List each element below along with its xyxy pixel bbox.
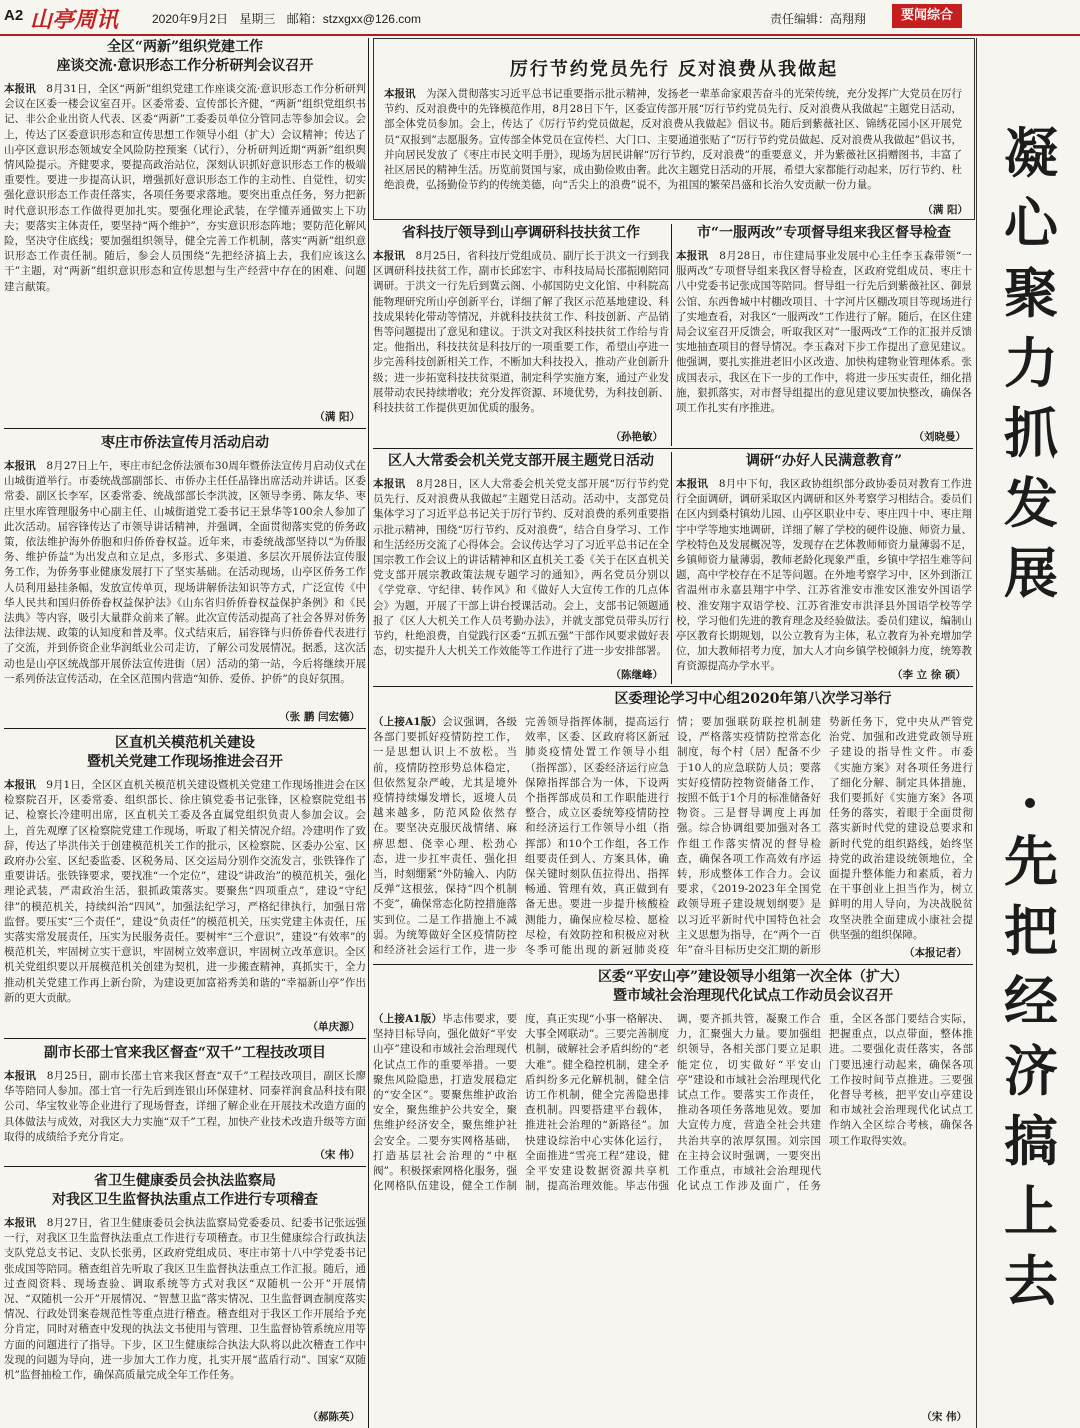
article-body xyxy=(4,82,366,295)
article-text: 8月25日，副市长邵士官来我区督查“双千”工程技改项目，副区长廖华等陪同人参加。邵士官一行先后到连银山环保建材、同泰祥润食品科技有限公司、华宝牧业等企业进行了现场督查，详细了解企业在开展技术改造方面的具体做法与成效，对我区大力实施“双千”工程，加快产业技术改造升级等方面取得的成绩给予充分肯定。 xyxy=(4,1070,366,1143)
lead-tag: 本报讯 xyxy=(384,88,416,100)
headline: 区委理论学习中心组2020年第八次学习举行 xyxy=(614,691,892,707)
article-text: 为深入贯彻落实习近平总书记重要指示批示精神，发扬老一辈革命家艰苦奋斗的光荣传统，充分发挥广大党员在厉行节约、反对浪费中的先锋模范作用，8月28日下午，区委宣传部开展“厉行节约党员先行、反对浪费从我做起”主题党日活动，部全体党员参加。会上，传达了《厉行节约党员做起，反对浪费从我做起》倡议书。随后到紫薇社区、锦绣花园小区开展党员“双报到”志愿服务。宣传部全体党员在宣传栏、大门口、主要通道张贴了“厉行节约党员做起、反对浪费从我做起”倡议书，并向居民发放了《枣庄市民文明手册》，现场为居民讲解“厉行节约，反对浪费”的重要意义，并为紫薇社区捐赠图书，丰富了社区居民的精神生活。历览前贤国与家，成由勤俭败由奢。此次主题党日活动的开展，希望大家都能行动起来，厉行节约、杜绝浪费，弘扬勤俭节约的传统美德，向“舌尖上的浪费”说不，为祖国的繁荣昌盛和长治久安贡献一份力量。 xyxy=(384,88,962,192)
byline: （陈继峰） xyxy=(610,669,663,681)
byline: （张 鹏 闫宏德） xyxy=(279,711,360,723)
divider xyxy=(4,1038,366,1039)
article-shuangqian xyxy=(4,1044,366,1164)
slogan-separator xyxy=(1025,798,1035,808)
headline: 全区“两新”组织党建工作 xyxy=(106,39,264,55)
article-text: 8月28日，市住建局事业发展中心主任李玉森带领“一服两改”专项督导组来我区督导检查，区政府党组成员、枣庄十八中党委书记张成国等陪同。督导组一行先后到紫薇社区、御景公馆、东西鲁城中村棚改项目、十字河片区棚改项目等现场进行了实地查看，对我区“一服两改”工作进行了解。随后，在区住建局会议室召开反馈会，听取我区对“一服两改”工作的汇报并反馈实地抽查项目的督导情况。李玉森对下步工作提出了意见建议。他强调，要扎实推进老旧小区改造、加快构建物业管理体系。张成国表示，我区在下一步的工作中，将进一步压实责任，细化措施，狠抓落实，对市督导组提出的意见建议要加快整改，确保各项工作扎实有序推进。 xyxy=(676,250,972,415)
byline: （刘晓曼） xyxy=(913,431,966,443)
lead-tag: 本报讯 xyxy=(4,83,36,95)
headline: 区直机关模范机关建设 xyxy=(115,735,255,751)
lead-tag: 本报讯 xyxy=(4,1070,37,1082)
lead-tag: 本报讯 xyxy=(373,478,406,490)
article-text: 8月27日上午，枣庄市纪念侨法颁布30周年暨侨法宣传月启动仪式在山城街道举行。市委统战部副部长、市侨办主任任晶锋出席活动并讲话。区委常委、副区长李军，区委常委、统战部部长李洪波，区领导李勇、陈友华、枣庄里水库管理服务中心副主任、山城街道党工委书记王景华等100余人参加了此次活动。届容锋传达了市领导讲话精神，并强调，全面贯彻落实党的侨务政策，依法维护海外侨胞和归侨侨眷权益。近年来，市委统战部坚持以“为侨服务、维护侨益”为出发点和立足点，多形式、多渠道、多层次开展侨法宣传服务工作，为侨务事业健康发展打下了坚实基础。在活动现场，山亭区侨务工作人员利用悬挂条幅，发放宣传单页，现场讲解侨法知识等方式，广泛宣传《中华人民共和国归侨侨眷权益保护法》《山东省归侨侨眷权益保护条例》和《民法典》等内容，吸引大量群众前来了解。此次宣传活动提高了社会各界对侨务法律法规、政策的认知度和普及率。仪式结束后，届容锋与归侨侨眷代表进行了交流，并到侨资企业华润纸业公司走访，了解公司发展情况。据悉，这次活动也是山亭区统战部开展侨法宣传进街（居）活动的第一站，今后将继续开展一系列侨法宣传活动，在全区范围内营造“知侨、爱侨、护侨”的良好氛围。 xyxy=(4,460,366,685)
article-body xyxy=(373,715,973,958)
divider xyxy=(4,728,366,729)
article-text: 毕志伟要求，要坚持目标导向，强化做好“平安山亭”建设和市域社会治理现代化试点工作的重要举措。一要聚焦风险隐患，打造发展稳定的“安全区”。要聚焦维护政治安全，聚焦维护公共安全，聚焦维护经济安全，聚焦维护社会安全。二要夯实网格基础，打造基层社会治理的“中枢阀”。积极探索网格化服务，强化网格队伍建设，健全工作制度，真正实现“小事一格解决、大事全网联动”。三要完善制度机制，破解社会矛盾纠纷的“老大难”。健全稳控机制，建全矛盾纠纷多元化解机制，健全信访工作机制，健全完善隐患排查机制。四要搭建平台载体，推进社会治理的“新路径”。加快建设综治中心实体化运行，全面推进“雪亮工程”建设，健全平安建设数据资源共享机制，提高治理效能。毕志伟强调，要齐抓共管，凝聚工作合力，汇聚强大力量。要加强组织领导，各相关部门要立足职能定位，切实做好“平安山亭”建设和市域社会治理现代化试点工作。要落实工作责任，推动各项任务落地见效。要加大宣传力度，营造全社会共建共治共享的浓厚氛围。刘宗国在主持会议时强调，一要突出工作重点，市域社会治理现代化试点工作涉及面广，任务重，全区各部门要结合实际，把握重点，以点带面，整体推进。二要强化责任落实，各部门要迅速行动起来，确保各项工作按时间节点推进。三要强化督导考核，把平安山亭建设和市域社会治理现代化试点工作纳入全区综合考核，确保各项工作取得实效。 xyxy=(373,1013,973,1193)
article-pingan xyxy=(373,968,973,1426)
article-body xyxy=(373,1012,973,1194)
headline: 省卫生健康委员会执法监察局 xyxy=(94,1173,276,1189)
issue-weekday: 星期三 xyxy=(239,12,276,26)
masthead xyxy=(0,0,1080,36)
headline: 厉行节约党员先行 反对浪费从我做起 xyxy=(509,59,839,80)
slogan-line-2: 先把经济搞上去 xyxy=(1004,829,1058,1313)
article-body xyxy=(4,778,366,1006)
section-label: 要闻综合 xyxy=(892,4,962,28)
article-overseas xyxy=(4,434,366,726)
divider xyxy=(4,428,366,429)
article-text: 8月28日，区人大常委会机关党支部开展“厉行节约党员先行、反对浪费从我做起”主题党日活动。活动中，支部党员集体学习了习近平总书记关于厉行节约、反对浪费的系列重要指示批示精神，围绕“厉行节约、反对浪费”，结合自身学习、工作和生活经历交流了心得体会。会议传达学习了习近平总书记在全国宗教工作会议上的讲话精神和区直机关工委《关于在区直机关党支部开展宗教政策法规专题学习的通知》，两名党员分别以《学党章、守纪律、转作风》和《做好人大宣传工作的几点体会》为题，开展了干部上讲台授课活动。会上，支部书记领题通报了《区人大机关工作人员考勤办法》，并就支部党员带头厉行节约，杜绝浪费，自觉践行区委“五抓五强”干部作风要求做好表态，切实提升人大机关工作效能等工作进行了进一步安排部署。 xyxy=(373,478,669,658)
headline: 调研“办好人民满意教育” xyxy=(745,453,903,469)
continued-label: （上接A1版） xyxy=(373,716,443,728)
article-body xyxy=(4,1069,366,1145)
headline: 枣庄市侨法宣传月活动启动 xyxy=(101,435,269,451)
headline: 区委“平安山亭”建设领导小组第一次全体（扩大） xyxy=(597,969,909,985)
issue-meta xyxy=(152,10,429,27)
divider xyxy=(4,1166,366,1167)
article-text: 8月27日，省卫生健康委员会执法监察局党委委员、纪委书记张远强一行，对我区卫生监督执法重点工作进行专项稽查。市卫生健康综合行政执法支队党总支书记、支队长张勇，区政府党组成员、枣庄市第十八中学党委书记张成国等陪同。稽查组首先听取了我区卫生监督执法重点工作汇报。随后，通过查阅资料、现场查验、调取系统等方式对我区“双随机一公开”开展情况、“双随机一公开”开展情况、“智慧卫监”落实情况、卫生监督调查制度落实情况、行政处罚案卷规范性等重点进行稽查。稽查组对于我区工作开展给予充分肯定，同时对稽查中发现的执法文书使用与管理、卫生监督协管系统应用等方面的问题进行了指导。下步，区卫生健康综合执法大队将以此次稽查工作中发现的问题为导向，进一步加大工作力度，扎实开展“蓝盾行动”、国家“双随机”监督抽检工作，确保高质量完成全年工作任务。 xyxy=(4,1217,366,1382)
headline: 副市长邵士官来我区督查“双千”工程技改项目 xyxy=(43,1045,327,1061)
lead-tag: 本报讯 xyxy=(4,779,36,791)
subheadline: 暨市域社会治理现代化试点工作动员会议召开 xyxy=(613,988,893,1004)
column-rule xyxy=(671,452,672,684)
vertical-slogan-banner xyxy=(976,38,1080,1428)
column-rule xyxy=(671,224,672,446)
subheadline: 座谈交流·意识形态工作分析研判会议召开 xyxy=(56,58,314,74)
article-lianghxin xyxy=(4,38,366,426)
article-theory xyxy=(373,690,973,962)
headline: 省科技厅领导到山亭调研科技扶贫工作 xyxy=(402,225,640,241)
article-body xyxy=(373,249,669,416)
article-text: 8月31日，全区“两新”组织党建工作座谈交流·意识形态工作分析研判会议在区委一楼会议室召开。区委常委、宣传部长齐健，“两新”组织党组织书记、非公企业出资人代表、区委“两新”工委委员单位分管同志等参加会议。会上，传达了区委意识形态和宣传思想工作领导小组（扩大）会议精神；传达了山亭区意识形态领域安全风险防控预案（试行），分析研判近期“两新”组织舆情风险提示。齐健要求，要提高政治站位，深刻认识抓好意识形态工作的极端重要性。要进一步提高认识，增强抓好意识形态工作的主动性、自觉性，切实强化意识形态工作责任落实，各项任务要求落地。要突出重点任务，努力把新时代意识形态工作做得更加扎实。要强化理论武装，在学懂弄通做实上下功夫；要落实主体责任，要坚持“两个维护”，夯实意识形态阵地；要防范化解风险，坚决守住底线；要加强组织领导，健全完善工作机制，落实“两新”组织意识形态工作责任制。随后，参会人员围绕“先把经济搞上去，我们应该这么干”主题，对“两新”组织意识形态和宣传思想与生产经营中存在的困难、问题建言献策。 xyxy=(4,83,366,293)
paper-logo: 山亭周讯 xyxy=(30,7,119,33)
lead-tag: 本报讯 xyxy=(4,1217,37,1229)
column-rule xyxy=(368,38,369,1428)
byline: （本报记者） xyxy=(904,947,967,959)
byline: （宋 伟） xyxy=(921,1411,967,1423)
lead-tag: 本报讯 xyxy=(4,460,36,472)
article-tech xyxy=(373,224,669,446)
article-text: 9月1日，全区区直机关模范机关建设暨机关党建工作现场推进会在区检察院召开，区委常委、组织部长、徐庄镇党委书记张锋，区检察院党组书记、检察长冷建明出席，区直机关工委及各直属党组织负责人参加会议。会上，首先观摩了区检察院党建工作现场，听取了相关情况介绍。冷建明作了致辞，传达了毕洪伟关于创建模范机关工作的批示，区检察院、区委办公室、区政府办公室、区纪委监委、区税务局、区交运局分别作交流发言，张铁锋作了重要讲话。张铁锋要求，要找准“一个定位”，建设“讲政治”的模范机关，强化理论武装，严肃政治生活，狠抓政策落实。要聚焦“四项重点”，建设“守纪律”的模范机关，持续纠治“四风”，加强法纪学习，严格纪律执行，加强日常监督。要压实“三个责任”，建设“负责任”的模范机关，压实党建主体责任，压实落实常发展责任，压实为民服务责任。要树牢“三个意识”，建设“有效率”的模范机关，牢固树立实干意识，牢固树立效率意识，牢固树立改革意识。全区机关党组织要以开展模范机关创建为契机，进一步搬查精神，真抓实干，全力推动机关党建工作再上新台阶，为建设更加富裕秀美和谐的“幸福新山亭”作出新的更大贡献。 xyxy=(4,779,366,1004)
byline: （孙艳敏） xyxy=(610,431,663,443)
divider xyxy=(373,964,973,965)
article-npc xyxy=(373,452,669,684)
article-body xyxy=(4,1216,366,1383)
continued-label: （上接A1版） xyxy=(373,1013,443,1025)
article-body xyxy=(676,249,972,416)
page-number: A2 xyxy=(4,7,24,24)
issue-date: 2020年9月2日 xyxy=(152,12,229,26)
byline: （郝陈英） xyxy=(307,1411,360,1423)
byline: （单庆源） xyxy=(307,1021,360,1033)
article-inspect xyxy=(676,224,972,446)
divider xyxy=(373,448,973,449)
lead-tag: 本报讯 xyxy=(373,250,405,262)
article-body xyxy=(4,459,366,687)
lead-tag: 本报讯 xyxy=(676,478,709,490)
article-text: 8月中下旬，我区政协组织部分政协委员对教育工作进行全面调研，调研采取区内调研和区外考察学习相结合。委员们在区内到桑村镇幼儿园、山亭区职业中专、枣庄四十中、枣庄翔宇中学等地实地调研，详细了解了学校的硬件设施、师资力量、学校特色及发展概况等，发现存在艺体教师师资力量薄弱不足，乡镇师资力量薄弱，教师老龄化现象严重，乡镇中学招生难等问题，高中学校存在不足等问题。在外地考察学习中，区外到浙江省温州市永嘉县翔宇中学、江苏省淮安市淮安区淮安外国语学校、淮安翔宇双语学校、江苏省淮安市洪泽县外国语学校等学校，学习他们先进的教育理念及经验做法。委员们建议，编制山亭区教育长期规划，以公立教育为主体，私立教育为补充增加学位，加大教师招考力度，加大人才向乡镇学校倾斜力度，统筹教育资源提高办学水平。 xyxy=(676,478,972,673)
article-text: 8月25日，省科技厅党组成员、副厅长于洪文一行到我区调研科技扶贫工作，副市长邱宏宇、市科技局局长邵振刚陪同调研。于洪文一行先后到冀云阁、小郝国防史文化馆、中科院高能物理研究所山亭创新平台，详细了解了我区示范基地建设、科技成果转化带动等情况，并就科技扶贫工作、科技创新、产品销售等问题提出了意见和建议。于洪文对我区科技扶贫工作给与肯定。他指出，科技扶贫是科技厅的一项重要工作，希望山亭进一步完善科技创新相关工作，不断加大科技投入，推动产业创新升级；进一步拓宽科技扶贫渠道，制定科学实施方案，通过产业发展带动农民持续增收；充分发挥资源、环境优势，为科技创新、科技扶贫工作提供更加优质的服务。 xyxy=(373,250,669,415)
divider xyxy=(373,686,973,687)
headline: 区人大常委会机关党支部开展主题党日活动 xyxy=(388,453,654,469)
article-body xyxy=(384,87,962,213)
headline: 市“一服两改”专项督导组来我区督导检查 xyxy=(696,225,952,241)
article-body xyxy=(676,477,972,675)
article-body xyxy=(373,477,669,659)
byline: （满 阳） xyxy=(314,411,360,423)
article-health xyxy=(4,1172,366,1426)
responsible-editor: 责任编辑：高翔翔 xyxy=(770,12,867,26)
slogan-line-1: 凝心聚力抓发展 xyxy=(1004,121,1058,605)
subheadline: 暨机关党建工作现场推进会召开 xyxy=(87,754,283,770)
featured-article-frugal xyxy=(373,38,975,220)
byline: （满 阳） xyxy=(922,204,968,216)
subheadline: 对我区卫生监督执法重点工作进行专项稽查 xyxy=(52,1192,318,1208)
lead-tag: 本报讯 xyxy=(676,250,709,262)
article-survey xyxy=(676,452,972,684)
byline: （李 立 徐 硕） xyxy=(892,669,966,681)
article-model-agency xyxy=(4,734,366,1036)
contact-email: 邮箱：stzxgxx@126.com xyxy=(286,12,421,26)
article-text: 会议强调，各级各部门要抓好疫情防控工作，一是思想认识上不放松。当前，疫情防控形势总体稳定，但依然复杂严峻，尤其是境外疫情持续爆发增长，返境人员越来越多，防范风险依然存在。要坚决克服厌战情绪、麻痹思想、侥幸心理、松劲心态，进一步扛牢责任、强化担当，时刻绷紧“外防输入、内防反弹”这根弦，保持“四个机制不变”，确保常态化防控措施落实到位。二是工作措施上不减弱。为统筹做好全区疫情防控和经济社会运行工作，进一步完善领导指挥体制，提高运行效率，区委、区政府将区新冠肺炎疫情处置工作领导小组（指挥部），区委经济运行应急保障指挥部合为一体，下设两个指挥部成员和工作职能进行整合，成立区委统筹疫情防控和经济运行工作领导小组（指挥部）和10个工作组，各工作组要责任到人、方案具体，确保关键时刻队伍拉得出、指挥畅通、管理有效，真正做到有备无患。要进一步提升核酸检测能力，确保应检尽检、愿检尽检，有效防控和积极应对秋冬季可能出现的新冠肺炎疫情；要加强联防联控机制建设，严格落实疫情防控常态化制度，每个村（居）配备不少于10人的应急联防人员；要落实好疫情防控物资储备工作，按照不低于1个月的标准储备好物资。三是督导调度上再加强。综合协调组要加强对各工作组工作落实情况的督导检查，确保各项工作高效有序运转，形成整体工作合力。会议要求，《2019-2023年全国党政领导班子建设规划纲要》是以习近平新时代中国特色社会主义思想为指导，在“两个一百年”奋斗目标历史交汇期的新形势新任务下，党中央从严管党治党、加强和改进党政领导班子建设的指导性文件。市委《实施方案》对各项任务进行了细化分解、制定具体措施，我们要抓好《实施方案》各项任务的落实，着眼于全面贯彻落实新时代党的建设总要求和新时代党的组织路线，始终坚持党的政治建设统领地位，全面提升整体能力和素质，着力在干事创业上担当作为，树立鲜明的用人导向，为决战脱贫攻坚决胜全面建成小康社会提供坚强的组织保障。 xyxy=(373,716,973,957)
byline: （宋 伟） xyxy=(314,1149,360,1161)
